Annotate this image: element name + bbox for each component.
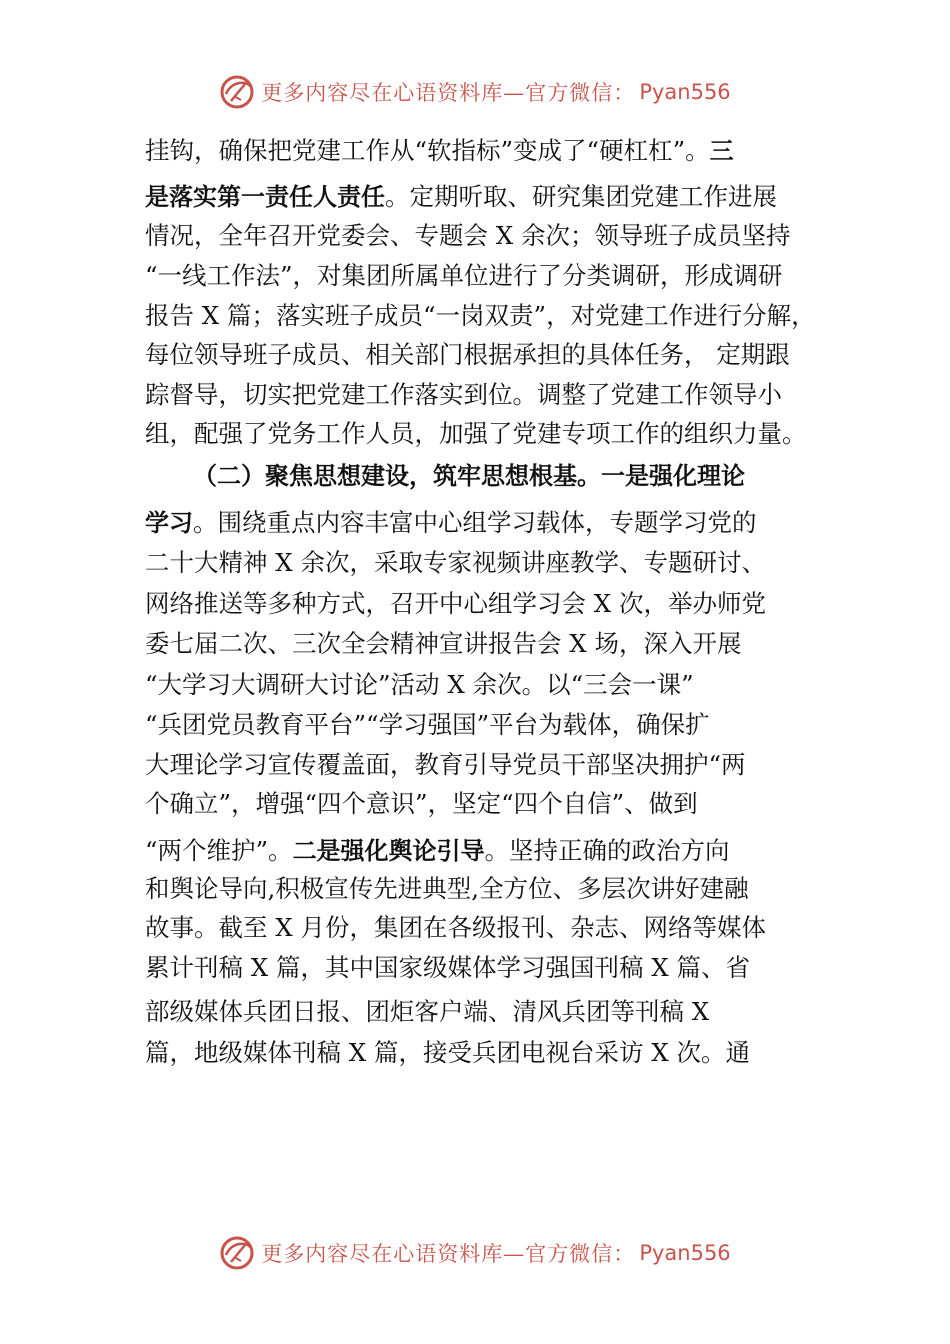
text-line: 大理论学习宣传覆盖面，教育引导党员干部坚决拥护“两 [145, 750, 746, 779]
text-line: 累计刊稿 X 篇，其中国家级媒体学习强国刊稿 X 篇、省 [145, 953, 751, 982]
brand-logo-icon [219, 74, 255, 110]
text-line: “大学习大调研大讨论”活动 X 余次。以“三会一课” [145, 670, 694, 699]
watermark-text: 更多内容尽在心语资料库—官方微信： [261, 1242, 636, 1266]
text-line: 是落实第一责任人责任。定期听取、研究集团党建工作进展 [145, 182, 777, 211]
watermark-wechat-id: Pyan556 [639, 80, 731, 104]
footer-watermark [0, 1233, 950, 1273]
text-line: 报告 X 篇；落实班子成员“一岗双责”，对党建工作进行分解， [145, 301, 816, 330]
text-line: 情况，全年召开党委会、专题会 X 余次；领导班子成员坚持 [145, 221, 791, 250]
text-line: 挂钩，确保把党建工作从“软指标”变成了“硬杠杠”。三 [145, 136, 734, 165]
brand-logo-icon [219, 1235, 255, 1271]
text-line: 个确立”，增强“四个意识”，坚定“四个自信”、做到 [145, 789, 698, 818]
watermark-text: 更多内容尽在心语资料库—官方微信： [261, 81, 636, 105]
text-line: 部级媒体兵团日报、团炬客户端、清风兵团等刊稿 X [145, 997, 710, 1026]
section-heading: （二）聚焦思想建设，筑牢思想根基。一是强化理论 [193, 462, 745, 490]
text-line: “一线工作法”，对集团所属单位进行了分类调研，形成调研 [145, 261, 783, 290]
watermark-wechat-id: Pyan556 [639, 1241, 731, 1265]
text-line: “兵团党员教育平台”“学习强国”平台为载体，确保扩 [145, 710, 710, 739]
text-line: 故事。截至 X 月份，集团在各级报刊、杂志、网络等媒体 [145, 913, 767, 942]
text-line: 委七届二次、三次全会精神宣讲报告会 X 场，深入开展 [145, 629, 742, 658]
text-line: 和舆论导向,积极宣传先进典型,全方位、多层次讲好建融 [145, 874, 749, 903]
text-line: “两个维护”。二是强化舆论引导。坚持正确的政治方向 [145, 836, 730, 865]
text-line: 学习。围绕重点内容丰富中心组学习载体，专题学习党的 [145, 508, 757, 537]
text-line: 踪督导，切实把党建工作落实到位。调整了党建工作领导小 [145, 380, 782, 409]
text-line: 网络推送等多种方式，召开中心组学习会 X 次，举办师党 [145, 589, 767, 618]
text-line: 篇，地级媒体刊稿 X 篇，接受兵团电视台采访 X 次。通 [145, 1038, 751, 1067]
header-watermark [0, 72, 950, 112]
text-line: 组，配强了党务工作人员，加强了党建专项工作的组织力量。 [145, 419, 807, 448]
text-line: 每位领导班子成员、相关部门根据承担的具体任务， 定期跟 [145, 340, 790, 369]
text-line: 二十大精神 X 余次，采取专家视频讲座教学、专题研讨、 [145, 548, 767, 577]
